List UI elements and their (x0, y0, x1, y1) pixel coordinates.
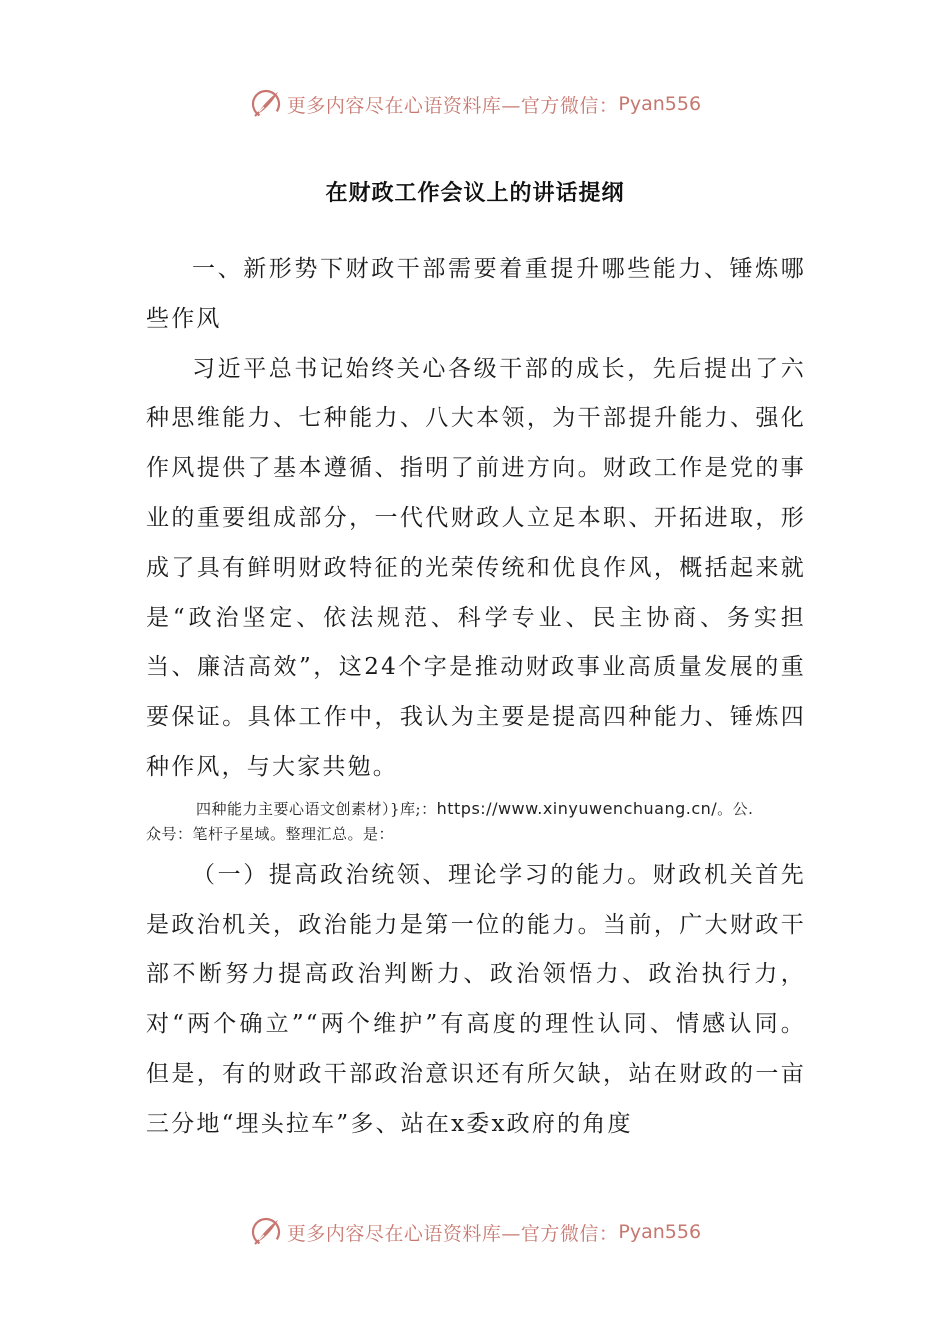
source-note-line-2: 众号：笔杆子星域。整理汇总。是： (146, 824, 395, 843)
paragraph-2: （一）提高政治统领、理论学习的能力。财政机关首先是政治机关，政治能力是第一位的能力。当前，广大财政干部不断努力提高政治判断力、政治领悟力、政治执行力，对“两个确立”“两个维护”有高度的理性认同、情感认同。但是，有的财政干部政治意识还有所欠缺，站在财政的一亩三分地“埋头拉车”多、站在x委x政府的角度 (146, 861, 806, 1137)
footer-watermark-banner (0, 1212, 950, 1252)
banner-wechat-id: Pyan556 (618, 93, 702, 115)
source-note (146, 797, 806, 821)
header-watermark-banner (0, 84, 950, 124)
document-body (146, 245, 806, 1150)
document-title: 在财政工作会议上的讲话提纲 (325, 180, 625, 206)
quill-pen-logo-icon (249, 87, 283, 121)
quill-pen-logo-icon (249, 1215, 283, 1249)
source-note-url: https://www.xinyuwenchuang.cn/ (436, 798, 718, 818)
section-heading-1: 一、新形势下财政干部需要着重提升哪些能力、锤炼哪些作风 (146, 256, 806, 332)
paragraph-1: 习近平总书记始终关心各级干部的成长，先后提出了六种思维能力、七种能力、八大本领，为干部提升能力、强化作风提供了基本遵循、指明了前进方向。财政工作是党的事业的重要组成部分，一代代财政人立足本职、开拓进取，形成了具有鲜明财政特征的光荣传统和优良作风，概括起来就是“政治坚定、依法规范、科学专业、民主协商、务实担当、廉洁高效”，这24个字是推动财政事业高质量发展的重要保证。具体工作中，我认为主要是提高四种能力、锤炼四种作风，与大家共勉。 (146, 355, 806, 780)
banner-slogan: 更多内容尽在心语资料库—官方微信： (286, 94, 619, 117)
banner-wechat-id: Pyan556 (618, 1221, 702, 1243)
banner-slogan: 更多内容尽在心语资料库—官方微信： (286, 1222, 619, 1245)
source-note-suffix: 。公. (717, 799, 754, 818)
source-note-prefix: 四种能力主要心语文创素材）}库;： (196, 799, 437, 818)
